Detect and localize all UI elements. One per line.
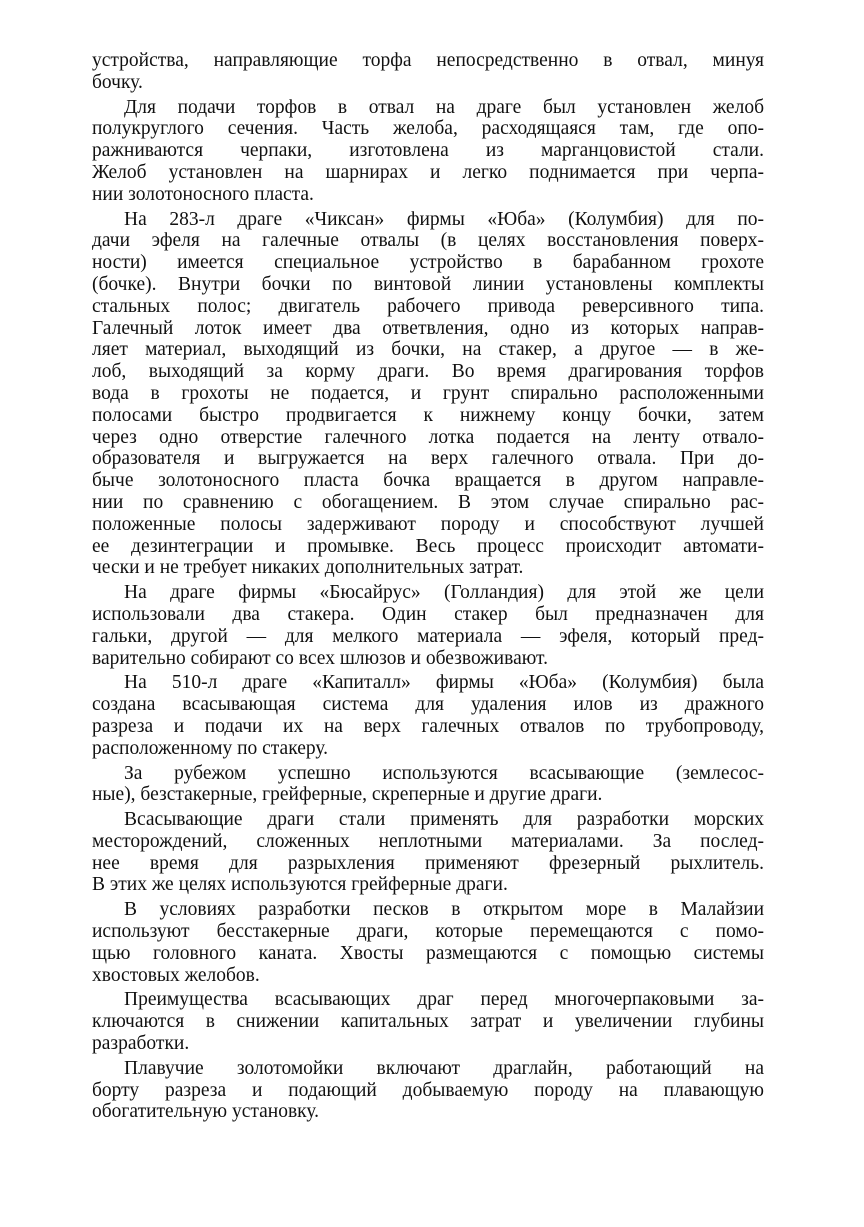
text-line: полосами быстро продвигается к нижнему концу бочки, затем: [92, 404, 764, 426]
text-line: месторождений, сложенных неплотными материалами. За послед-: [92, 830, 764, 852]
paragraph: [92, 989, 764, 1054]
text-line: (бочке). Внутри бочки по винтовой линии установлены комплекты: [92, 273, 764, 295]
text-line: На 510-л драге «Капиталл» фирмы «Юба» (Колумбия) была: [124, 672, 764, 694]
text-line: В этих же целях используются грейферные драги.: [92, 874, 508, 896]
text-line: чески и не требует никаких дополнительных затрат.: [92, 557, 524, 579]
text-line: Галечный лоток имеет два ответвления, одно из которых направ-: [92, 317, 764, 339]
text-line: Для подачи торфов в отвал на драге был установлен желоб: [124, 96, 764, 118]
text-line: Плавучие золотомойки включают драглайн, работающий на: [124, 1057, 764, 1079]
paragraph: [92, 763, 764, 807]
paragraph: [92, 809, 764, 896]
text-line: борту разреза и подающий добываемую породу на плавающую: [92, 1079, 764, 1101]
text-line: вода в грохоты не подается, и грунт спирально расположенными: [92, 382, 764, 404]
text-line: разработки.: [92, 1033, 190, 1055]
text-line: В условиях разработки песков в открытом море в Малайзии: [124, 899, 764, 921]
text-line: используют бесстакерные драги, которые перемещаются с помо-: [92, 921, 764, 943]
paragraph: [92, 582, 764, 669]
text-line: использовали два стакера. Один стакер был предназначен для: [92, 603, 764, 625]
text-line: обогатительную установку.: [92, 1101, 320, 1123]
paragraph: [92, 97, 764, 206]
text-line: хвостовых желобов.: [92, 964, 260, 986]
text-line: ляет материал, выходящий из бочки, на стакер, а другое — в же-: [92, 339, 764, 361]
text-line: гальки, другой — для мелкого материала — эфеля, который пред-: [92, 625, 764, 647]
text-line: дачи эфеля на галечные отвалы (в целях восстановления поверх-: [92, 230, 764, 252]
text-line: ее дезинтеграции и промывке. Весь процесс происходит автомати-: [92, 535, 764, 557]
text-line: На драге фирмы «Бюсайрус» (Голландия) для этой же цели: [124, 582, 764, 604]
text-line: бочку.: [92, 71, 143, 93]
text-line: За рубежом успешно используются всасывающие (землесос-: [124, 762, 764, 784]
text-line: расположенному по стакеру.: [92, 737, 329, 759]
text-line: быче золотоносного пласта бочка вращается в другом направле-: [92, 470, 764, 492]
text-line: нии по сравнению с обогащением. В этом случае спирально рас-: [92, 491, 764, 513]
text-line: устройства, направляющие торфа непосредственно в отвал, минуя: [92, 50, 764, 71]
text-line: стальных полос; двигатель рабочего привода реверсивного типа.: [92, 295, 764, 317]
text-line: щью головного каната. Хвосты размещаются с помощью системы: [92, 942, 764, 964]
paragraph: [92, 899, 764, 986]
paragraph: [92, 672, 764, 759]
text-line: нии золотоносного пласта.: [92, 183, 314, 205]
text-line: ности) имеется специальное устройство в барабанном грохоте: [92, 252, 764, 274]
text-line: ключаются в снижении капитальных затрат и увеличении глубины: [92, 1011, 764, 1033]
text-line: варительно собирают со всех шлюзов и обезвоживают.: [92, 647, 548, 669]
text-line: разреза и подачи их на верх галечных отвалов по трубопроводу,: [92, 715, 764, 737]
text-line: создана всасывающая система для удаления илов из дражного: [92, 694, 764, 716]
text-line: нее время для разрыхления применяют фрезерный рыхлитель.: [92, 852, 764, 874]
text-line: через одно отверстие галечного лотка подается на ленту отвало-: [92, 426, 764, 448]
text-line: Всасывающие драги стали применять для разработки морских: [124, 809, 764, 831]
paragraph: [92, 209, 764, 580]
paragraph: [92, 50, 764, 94]
text-line: На 283-л драге «Чиксан» фирмы «Юба» (Колумбия) для по-: [124, 208, 764, 230]
text-line: ражниваются черпаки, изготовлена из марганцовистой стали.: [92, 140, 764, 162]
text-line: Желоб установлен на шарнирах и легко поднимается при черпа-: [92, 161, 764, 183]
text-line: образователя и выгружается на верх галечного отвала. При до-: [92, 448, 764, 470]
text-line: полукруглого сечения. Часть желоба, расходящаяся там, где опо-: [92, 118, 764, 140]
paragraph: [92, 1058, 764, 1123]
text-line: ные), безстакерные, грейферные, скреперные и другие драги.: [92, 784, 603, 806]
text-line: лоб, выходящий за корму драги. Во время драгирования торфов: [92, 361, 764, 383]
body-text: [92, 50, 764, 1126]
text-line: Преимущества всасывающих драг перед многочерпаковыми за-: [124, 989, 764, 1011]
text-line: положенные полосы задерживают породу и способствуют лучшей: [92, 513, 764, 535]
